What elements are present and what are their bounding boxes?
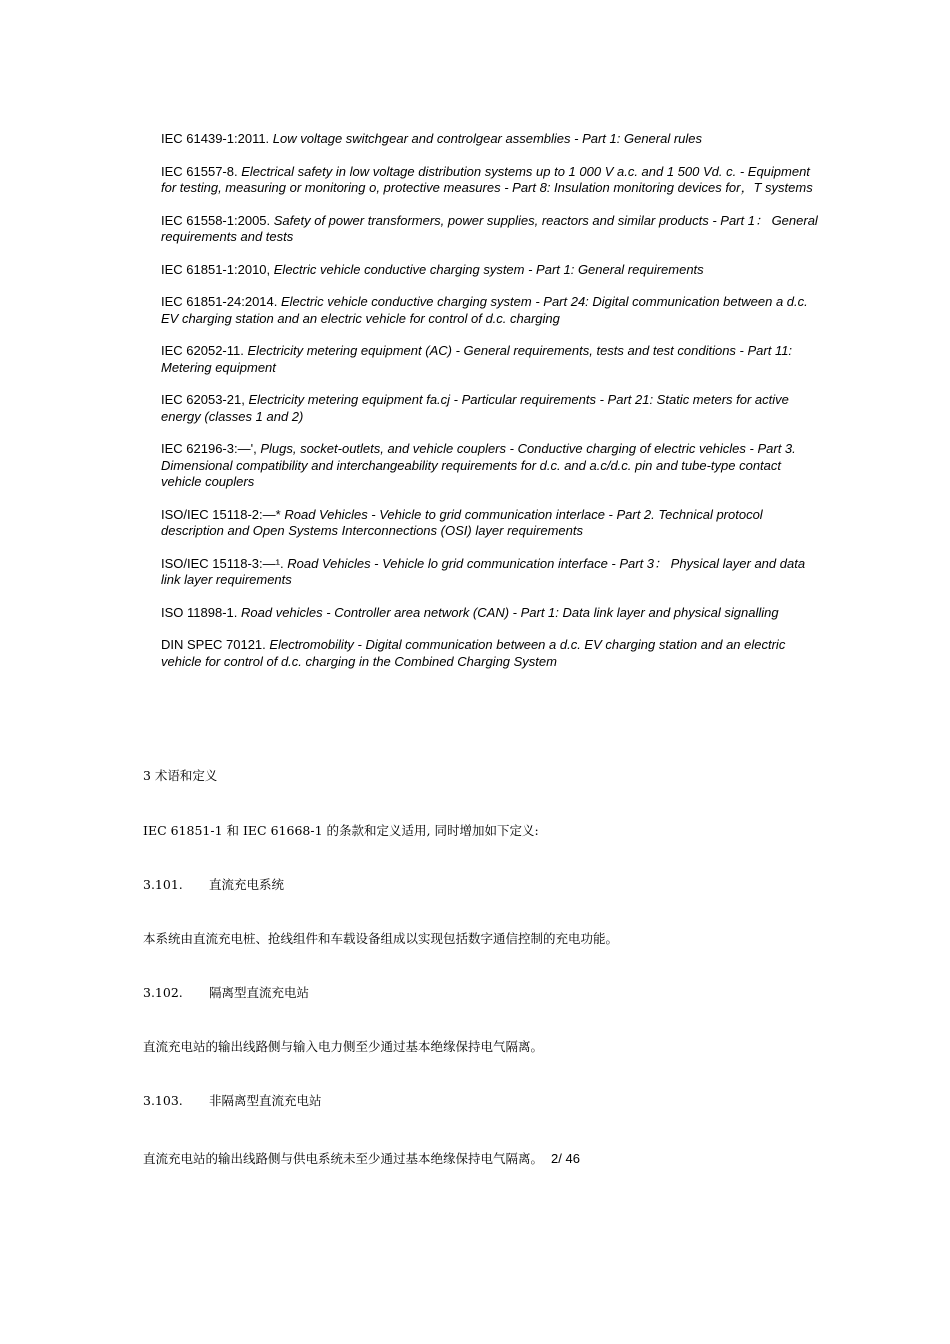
term-number: 3.102. [143,985,183,1000]
term-definition: 本系统由直流充电桩、抢线组件和车载设备组成以实现包括数字通信控制的充电功能。 [143,931,619,946]
reference-item: ISO/IEC 15118-2:—* Road Vehicles - Vehicle to grid communication interlace - Part 2. Technical protocol description and Open Systems Interconnections (OSI) layer requirements [161,506,763,538]
reference-item: IEC 61851-1:2010, Electric vehicle conductive charging system - Part 1: General requirements [161,261,704,277]
reference-item: ISO/IEC 15118-3:—¹. Road Vehicles - Vehicle lo grid communication interface - Part 3： Physical layer and data link layer requirements [161,555,806,587]
term-heading [143,985,309,1001]
reference-item: IEC 62196-3:—', Plugs, socket-outlets, and vehicle couplers - Conductive charging of electric vehicles - Part 3. Dimensional compatibility and interchangeability requirements for d.c. and a.c/d.c. pin and tube-type contact vehicle couplers [161,441,796,489]
term-name: 直流充电系统 [209,877,285,892]
term-definition-row [143,1151,580,1167]
reference-item: IEC 62053-21, Electricity metering equipment fa.cj - Particular requirements - Part 21: Static meters for active energy (classes 1 and 2) [161,392,789,424]
term-name: 隔离型直流充电站 [209,985,310,1000]
term-definition: 直流充电站的输出线路侧与输入电力侧至少通过基本绝缘保持电气隔离。 [143,1039,544,1054]
reference-item: IEC 61558-1:2005. Safety of power transformers, power supplies, reactors and similar products - Part 1： General requirements and tests [161,212,818,244]
term-number: 3.101. [143,877,183,892]
reference-item: ISO 11898-1. Road vehicles - Controller area network (CAN) - Part 1: Data link layer and physical signalling [161,604,779,620]
term-heading [143,1093,322,1109]
term-heading [143,877,284,893]
references-list [161,131,821,686]
term-definition: 直流充电站的输出线路侧与供电系统未至少通过基本绝缘保持电气隔离。 [143,1151,544,1166]
reference-item: IEC 61439-1:2011. Low voltage switchgear and controlgear assemblies - Part 1: General rules [161,131,703,146]
page-number: 2/ 46 [551,1151,580,1166]
reference-item: IEC 61851-24:2014. Electric vehicle conductive charging system - Part 24: Digital communication between a d.c. EV charging station and an electric vehicle for control of d.c. charging [161,294,808,326]
reference-item: DIN SPEC 70121. Electromobility - Digital communication between a d.c. EV charging station and an electric vehicle for control of d.c. charging in the Combined Charging System [161,637,786,669]
term-number: 3.103. [143,1093,183,1108]
section-intro: IEC 61851-1 和 IEC 61668-1 的条款和定义适用, 同时增加如下定义: [143,823,539,838]
reference-item: IEC 61557-8. Electrical safety in low voltage distribution systems up to 1 000 V a.c. and 1 500 Vd. c. - Equipment for testing, measuring or monitoring o, protective measures - Part 8: Insulation monitoring devices for，T systems [161,163,813,195]
section-heading: 3 术语和定义 [143,768,218,783]
term-name: 非隔离型直流充电站 [209,1093,322,1108]
reference-item: IEC 62052-11. Electricity metering equipment (AC) - General requirements, tests and test conditions - Part 11: Metering equipment [161,343,793,375]
